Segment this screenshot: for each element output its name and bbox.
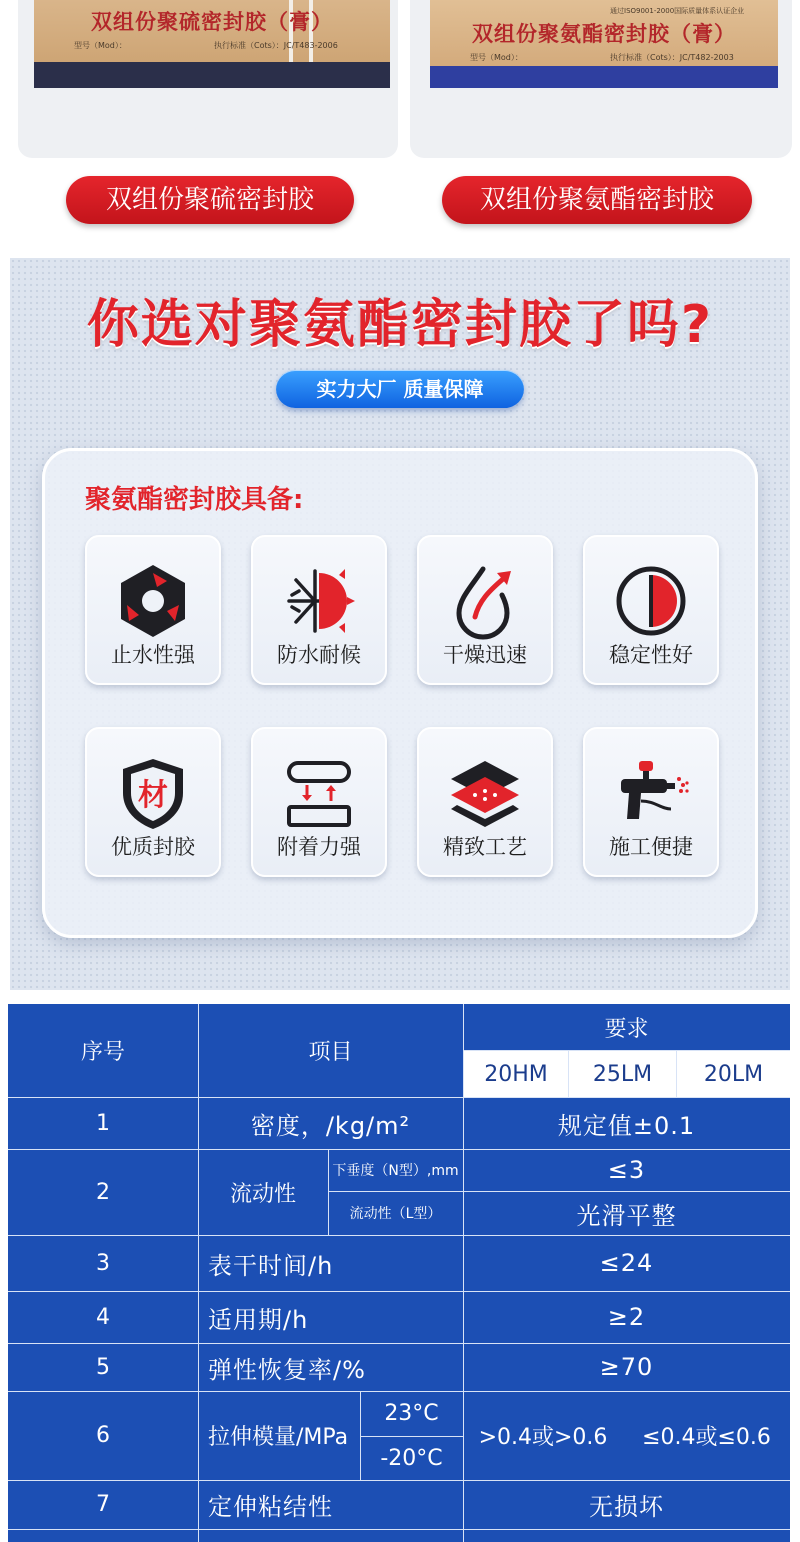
spec-table	[8, 1004, 790, 1542]
row-item: 表干时间/h	[208, 1251, 334, 1280]
waterstop-icon	[113, 561, 193, 641]
feature-tile	[583, 535, 719, 685]
features-section	[10, 258, 790, 990]
row-no: 2	[96, 1179, 110, 1205]
row-value: ≤24	[599, 1249, 654, 1277]
product-label-polyurethane[interactable]: 双组份聚氨酯密封胶	[442, 176, 752, 224]
row-subitem: 流动性（L型）	[349, 1206, 442, 1222]
stability-icon	[611, 561, 691, 641]
row-value: ≤0.4或≤0.6	[642, 1425, 771, 1450]
feature-label: 附着力强	[277, 835, 361, 859]
box-standard: 执行标准（Cots）：JC/T482-2003	[610, 53, 734, 62]
features-panel	[42, 448, 758, 938]
row-item: 定伸粘结性	[208, 1493, 333, 1521]
box-title: 双组份聚氨酯密封胶（膏）	[472, 22, 736, 46]
row-value: 光滑平整	[576, 1201, 677, 1230]
row-no: 4	[96, 1304, 110, 1330]
row-item: 流动性	[229, 1181, 296, 1207]
feature-tile	[583, 727, 719, 877]
box-standard: 执行标准（Cots）：JC/T483-2006	[214, 41, 338, 50]
row-item: 弹性恢复率/%	[208, 1355, 366, 1384]
feature-label: 止水性强	[111, 643, 195, 667]
row-no: 6	[96, 1423, 110, 1448]
feature-label: 施工便捷	[609, 835, 693, 859]
header-item: 项目	[308, 1040, 353, 1065]
grade-25lm: 25LM	[569, 1051, 676, 1097]
adhesion-icon	[279, 753, 359, 833]
grade-20hm: 20HM	[464, 1051, 568, 1097]
feature-tile	[417, 535, 553, 685]
shield-char: 材	[138, 778, 168, 813]
fast-dry-icon	[445, 561, 525, 641]
product-box-image	[34, 0, 390, 88]
feature-tile	[417, 727, 553, 877]
product-card-polysulfide[interactable]	[18, 0, 398, 158]
feature-label: 精致工艺	[443, 835, 527, 859]
box-stripe	[34, 62, 390, 88]
row-no: 1	[96, 1110, 110, 1136]
product-card-polyurethane[interactable]	[410, 0, 792, 158]
row-value: 无损坏	[589, 1493, 664, 1521]
header-requirement: 要求	[604, 1016, 649, 1042]
feature-label: 防水耐候	[277, 643, 361, 667]
row-value: >0.4或>0.6	[478, 1425, 608, 1450]
row-value: ≥70	[599, 1353, 654, 1381]
row-item: 密度，/kg/m²	[250, 1111, 411, 1140]
feature-tile	[85, 727, 221, 877]
row-subitem: 下垂度（N型）,mm	[332, 1163, 459, 1179]
weather-icon	[279, 561, 359, 641]
feature-label: 优质封胶	[111, 835, 195, 859]
feature-tile	[251, 535, 387, 685]
box-model: 型号（Mod）：	[74, 41, 127, 50]
row-subitem: 23°C	[384, 1401, 439, 1426]
quality-shield-icon	[113, 753, 193, 833]
row-value: ≤3	[607, 1156, 646, 1184]
grade-20lm: 20LM	[677, 1051, 790, 1097]
spray-gun-icon	[611, 753, 691, 833]
row-no: 7	[96, 1492, 110, 1517]
row-no: 3	[96, 1250, 110, 1276]
product-showcase	[0, 0, 800, 250]
row-value: ≥2	[607, 1303, 646, 1331]
row-value: 规定值±0.1	[557, 1111, 696, 1140]
layers-icon	[445, 753, 525, 833]
header-no: 序号	[80, 1040, 125, 1065]
box-cert: 通过ISO9001-2000国际质量体系认证企业	[610, 7, 745, 15]
grid-line	[8, 1529, 790, 1530]
product-box-image	[430, 0, 778, 88]
row-subitem: -20°C	[380, 1445, 443, 1471]
box-stripe	[430, 66, 778, 88]
features-headline: 你选对聚氨酯密封胶了吗?	[86, 295, 714, 355]
box-model: 型号（Mod）：	[470, 53, 523, 62]
feature-label: 稳定性好	[609, 643, 693, 667]
product-label-polysulfide[interactable]: 双组份聚硫密封胶	[66, 176, 354, 224]
feature-label: 干燥迅速	[443, 643, 527, 667]
quality-badge: 实力大厂 质量保障	[276, 370, 524, 408]
box-title: 双组份聚硫密封胶（膏）	[91, 10, 333, 34]
row-item: 拉伸模量/MPa	[208, 1425, 349, 1450]
feature-tile	[85, 535, 221, 685]
feature-tile	[251, 727, 387, 877]
row-item: 适用期/h	[208, 1305, 309, 1334]
row-no: 5	[96, 1354, 110, 1380]
features-panel-title: 聚氨酯密封胶具备:	[85, 485, 304, 515]
